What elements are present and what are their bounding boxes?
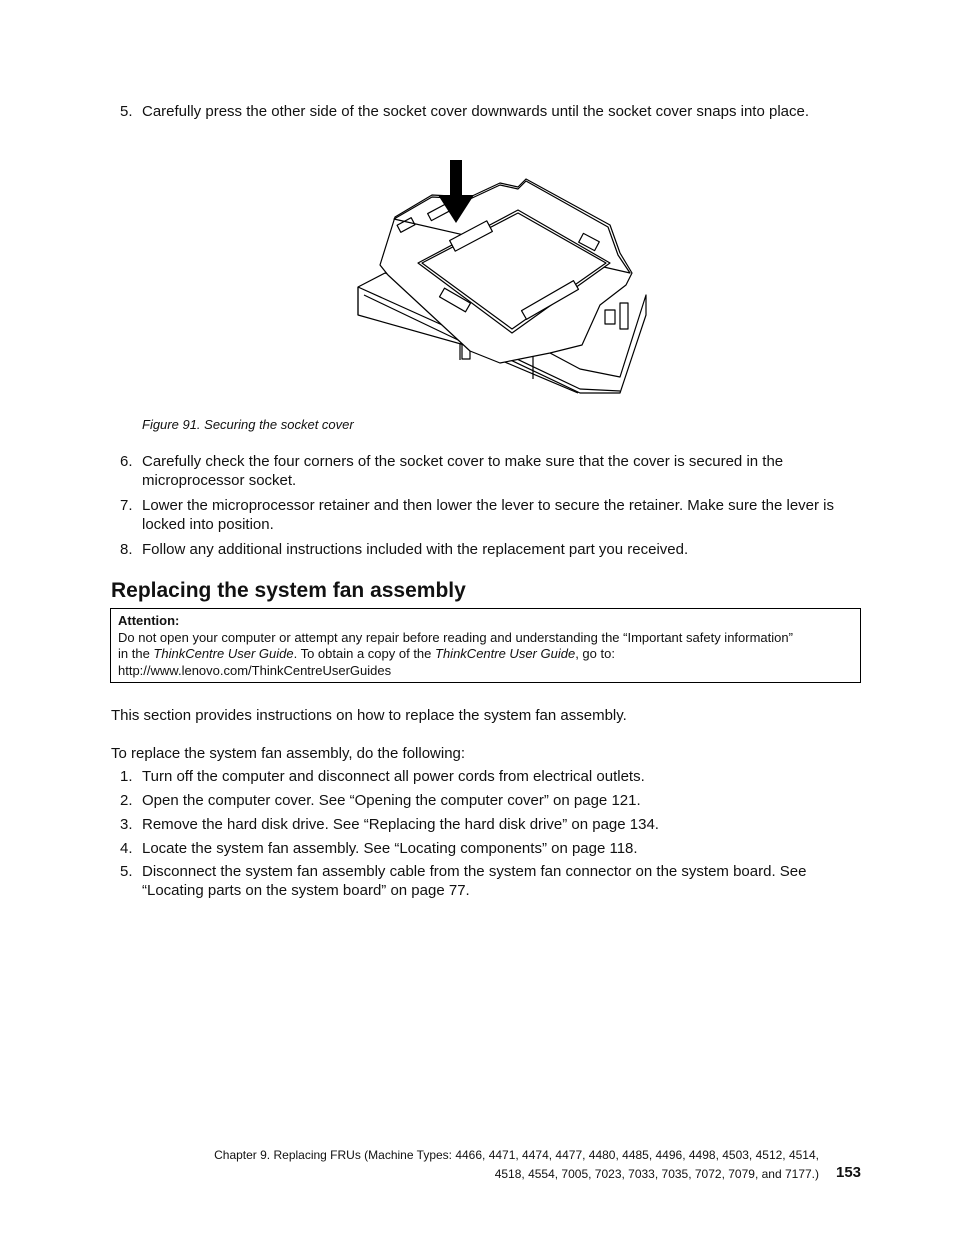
footer-chapter-line-1: Chapter 9. Replacing FRUs (Machine Types: 4466, 4471, 4474, 4477, 4480, 4485, 4496, 4498, 4503, 4512, 4514, [214, 1148, 819, 1162]
step-number: 5. [120, 863, 133, 880]
step-number: 1. [120, 768, 133, 785]
page-number: 153 [836, 1164, 862, 1181]
step-text: Carefully check the four corners of the socket cover to make sure that the cover is secured in the microprocessor socket. [142, 453, 784, 489]
socket-cover-illustration [350, 155, 655, 400]
figure-caption: Figure 91. Securing the socket cover [142, 417, 354, 432]
step-text: Lower the microprocessor retainer and then lower the lever to secure the retainer. Make sure the lever is locked into position. [142, 497, 835, 533]
step-number: 5. [120, 103, 133, 120]
guide-title: ThinkCentre User Guide [435, 646, 576, 661]
step-text: Follow any additional instructions included with the replacement part you received. [142, 541, 689, 558]
guide-title: ThinkCentre User Guide [153, 646, 294, 661]
step-text: Turn off the computer and disconnect all power cords from electrical outlets. [142, 768, 645, 785]
step-text: Open the computer cover. See “Opening the computer cover” on page 121. [142, 792, 641, 809]
attention-label: Attention: [118, 613, 180, 628]
step-number: 8. [120, 541, 133, 558]
lead-in-paragraph: To replace the system fan assembly, do the following: [111, 745, 466, 762]
section-title: Replacing the system fan assembly [111, 579, 466, 602]
step-number: 6. [120, 453, 133, 470]
step-text: Disconnect the system fan assembly cable from the system fan connector on the system board. See “Locating parts on the system board” on page 77. [142, 863, 807, 899]
step-number: 7. [120, 497, 133, 514]
step-text: Remove the hard disk drive. See “Replacing the hard disk drive” on page 134. [142, 816, 659, 833]
step-text: Locate the system fan assembly. See “Locating components” on page 118. [142, 840, 638, 857]
step-number: 2. [120, 792, 133, 809]
footer-chapter-line-2: 4518, 4554, 7005, 7023, 7033, 7035, 7072, 7079, and 7177.) [494, 1167, 819, 1181]
intro-paragraph: This section provides instructions on how to replace the system fan assembly. [111, 707, 627, 724]
attention-line-2 [118, 646, 853, 663]
attention-text: in the [118, 646, 154, 661]
guide-url-link[interactable]: http://www.lenovo.com/ThinkCentreUserGuides [118, 662, 392, 678]
step-number: 4. [120, 840, 133, 857]
step-text: Carefully press the other side of the socket cover downwards until the socket cover snaps into place. [142, 103, 810, 120]
step-number: 3. [120, 816, 133, 833]
attention-text: , go to: [575, 646, 615, 661]
attention-box [110, 608, 861, 683]
attention-text: . To obtain a copy of the [293, 646, 436, 661]
attention-line-1: Do not open your computer or attempt any repair before reading and understanding the “Important safety information” [118, 629, 793, 645]
